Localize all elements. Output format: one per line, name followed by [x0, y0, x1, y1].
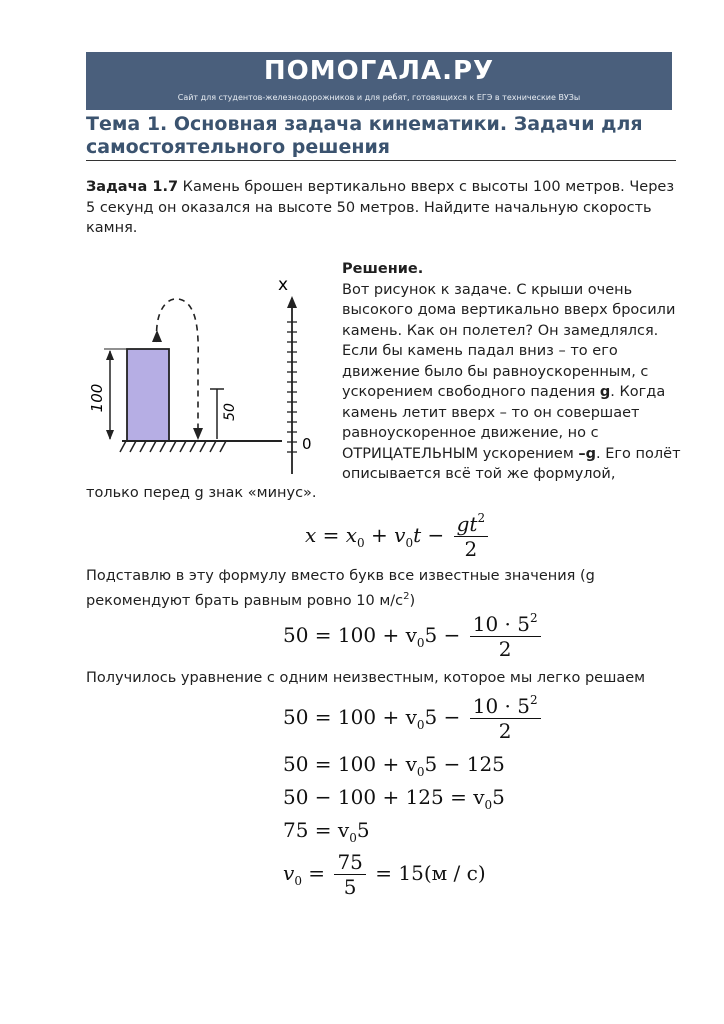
step-3: [283, 785, 505, 812]
ground-hatching: [120, 441, 226, 452]
site-subtitle: Сайт для студентов-железнодорожников и для ребят, готовящихся к ЕГЭ в технические ВУЗы: [177, 93, 581, 102]
height-label: 100: [88, 383, 106, 413]
step1-fraction: [470, 694, 541, 743]
step1-num: 10 · 5: [472, 694, 530, 718]
task-text: Камень брошен вертикально вверх с высоты 100 метров. Через 5 секунд он оказался на высоте 50 метров. Найдите начальную скорость камня.: [86, 179, 675, 236]
x-axis-label: x: [278, 275, 289, 295]
negative-g-symbol: –g: [578, 445, 597, 462]
step4-sub: 0: [349, 831, 357, 845]
topic-title: Тема 1. Основная задача кинематики. Задачи для самостоятельного решения: [86, 113, 643, 158]
step5-eq: =: [301, 861, 326, 885]
step5-result: = 15(м / с): [375, 861, 486, 885]
trajectory-arrow-up-icon: [152, 330, 162, 342]
formula-t: t −: [413, 523, 445, 547]
step1-den: 2: [470, 718, 541, 743]
solution-heading: Решение.: [342, 261, 424, 277]
final-height-label: 50: [222, 403, 238, 421]
step-2: [283, 752, 505, 779]
step-5: [283, 850, 486, 899]
dim-arrow-down-icon: [106, 430, 114, 440]
step4-right: 5: [356, 818, 370, 842]
step-4: [283, 818, 370, 845]
problem-diagram: [82, 272, 332, 482]
g-symbol: g: [599, 384, 611, 400]
trajectory-arrow-down-icon: [193, 428, 203, 440]
step2-left: 50 = 100 + v: [283, 752, 417, 776]
eq1-fraction: [470, 612, 541, 661]
formula-fraction: [454, 512, 488, 561]
step5-v: v: [283, 861, 295, 885]
solution-continuation: только перед g знак «минус».: [86, 485, 317, 501]
solution-paragraph-2: . Когда камень летит вверх – то он совершает равноускоренное движение, но с ОТРИЦАТЕЛЬНЫМ ускорением: [342, 384, 666, 462]
step1-left: 50 = 100 + v: [283, 705, 417, 729]
formula-sub-v: 0: [405, 536, 414, 550]
topic-divider: [86, 160, 676, 161]
formula-lhs: x = x: [305, 523, 358, 547]
formula-den: 2: [454, 536, 488, 561]
eq1-num-sup: 2: [529, 611, 538, 625]
step5-fraction: [334, 850, 365, 899]
step3-left: 50 − 100 + 125 = v: [283, 785, 485, 809]
formula-num: gt: [456, 512, 478, 536]
building-rect: [127, 349, 169, 441]
x-axis-arrow-icon: [287, 296, 297, 308]
eq1-left: 50 = 100 + v: [283, 623, 417, 647]
step4-left: 75 = v: [283, 818, 350, 842]
eq1-mid: 5 −: [424, 623, 461, 647]
motion-formula: [305, 512, 491, 561]
eq1-num: 10 · 5: [472, 612, 530, 636]
step1-sub: 0: [416, 718, 425, 732]
substitution-close: ): [409, 592, 416, 609]
task-statement: [86, 177, 686, 239]
substitution-text: [86, 566, 686, 611]
step-1: [283, 694, 544, 743]
substitution-sup: 2: [403, 590, 410, 602]
equation-intro: Получилось уравнение с одним неизвестным, которое мы легко решаем: [86, 670, 646, 686]
formula-sub: 0: [357, 536, 365, 550]
formula-num-sup: 2: [477, 511, 486, 525]
origin-label: 0: [302, 435, 312, 453]
eq1-sub: 0: [416, 636, 425, 650]
site-banner: [86, 52, 672, 110]
solution-paragraph-3: . Его полёт описывается всё той же формулой,: [342, 445, 681, 482]
substitution-body: Подставлю в эту формулу вместо букв все известные значения (g рекомендуют брать равным ровно 10 м/с: [86, 568, 595, 609]
step1-num-sup: 2: [529, 693, 538, 707]
step1-mid: 5 −: [424, 705, 461, 729]
step2-sub: 0: [416, 765, 425, 779]
eq1-den: 2: [470, 636, 541, 661]
substituted-equation: [283, 612, 544, 661]
task-label: Задача 1.7: [86, 179, 179, 195]
step5-sub: 0: [294, 874, 302, 888]
solution-text: [342, 259, 682, 485]
step5-den: 5: [334, 874, 365, 899]
step5-num: 75: [337, 850, 363, 874]
solution-paragraph-1: Вот рисунок к задаче. С крыши очень высокого дома вертикально вверх бросили камень. Как он полетел? Он замедлялся. Если бы камень падал вниз – то его движение было бы равноускоренным, с ускорением свободного падения: [342, 281, 676, 400]
formula-mid: + v: [364, 523, 406, 547]
step3-right: 5: [492, 785, 505, 809]
site-title: ПОМОГАЛА.РУ: [263, 56, 495, 86]
step3-sub: 0: [484, 798, 493, 812]
dim-arrow-up-icon: [106, 350, 114, 360]
step2-right: 5 − 125: [424, 752, 505, 776]
